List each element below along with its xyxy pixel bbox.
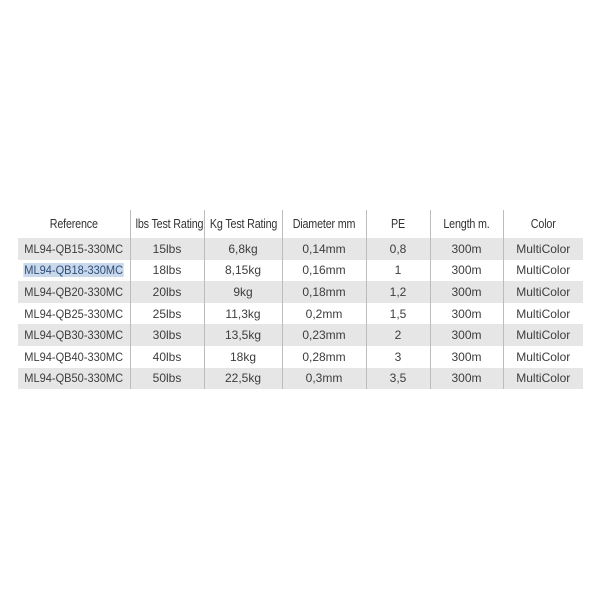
cell-length: 300m <box>430 303 503 325</box>
cell-length: 300m <box>430 281 503 303</box>
header-length: Length m. <box>435 210 498 238</box>
cell-kg-test-rating: 6,8kg <box>204 238 282 260</box>
cell-length: 300m <box>430 260 503 282</box>
cell-reference <box>18 260 130 282</box>
cell-reference <box>18 324 130 346</box>
cell-color: MultiColor <box>503 303 583 325</box>
cell-kg-test-rating: 8,15kg <box>204 260 282 282</box>
cell-lbs-test-rating: 25lbs <box>130 303 204 325</box>
cell-reference <box>18 303 130 325</box>
cell-pe: 2 <box>366 324 430 346</box>
cell-diameter: 0,18mm <box>282 281 366 303</box>
cell-reference <box>18 368 130 390</box>
reference-text[interactable]: ML94-QB40-330MC <box>24 349 124 364</box>
table-row <box>18 324 583 346</box>
cell-diameter: 0,2mm <box>282 303 366 325</box>
table-row <box>18 281 583 303</box>
header-kg-test-rating: Kg Test Rating <box>209 210 276 238</box>
cell-color: MultiColor <box>503 260 583 282</box>
cell-color: MultiColor <box>503 368 583 390</box>
reference-text[interactable]: ML94-QB25-330MC <box>24 306 124 321</box>
cell-diameter: 0,16mm <box>282 260 366 282</box>
header-pe: PE <box>370 210 425 238</box>
cell-lbs-test-rating: 20lbs <box>130 281 204 303</box>
header-lbs-test-rating: lbs Test Rating <box>135 210 199 238</box>
cell-kg-test-rating: 18kg <box>204 346 282 368</box>
table-header-row <box>18 210 583 238</box>
table-body <box>18 238 583 389</box>
reference-text[interactable]: ML94-QB15-330MC <box>24 241 124 256</box>
cell-pe: 1 <box>366 260 430 282</box>
cell-lbs-test-rating: 30lbs <box>130 324 204 346</box>
cell-lbs-test-rating: 40lbs <box>130 346 204 368</box>
cell-lbs-test-rating: 15lbs <box>130 238 204 260</box>
cell-lbs-test-rating: 18lbs <box>130 260 204 282</box>
cell-color: MultiColor <box>503 281 583 303</box>
cell-kg-test-rating: 13,5kg <box>204 324 282 346</box>
reference-text[interactable]: ML94-QB18-330MC <box>24 263 124 278</box>
header-color: Color <box>509 210 578 238</box>
cell-length: 300m <box>430 238 503 260</box>
cell-reference <box>18 346 130 368</box>
table-row <box>18 238 583 260</box>
cell-lbs-test-rating: 50lbs <box>130 368 204 390</box>
cell-kg-test-rating: 9kg <box>204 281 282 303</box>
table-row <box>18 260 583 282</box>
cell-pe: 1,5 <box>366 303 430 325</box>
reference-text[interactable]: ML94-QB20-330MC <box>24 284 124 299</box>
cell-diameter: 0,23mm <box>282 324 366 346</box>
cell-pe: 0,8 <box>366 238 430 260</box>
reference-text[interactable]: ML94-QB50-330MC <box>24 371 124 386</box>
cell-reference <box>18 281 130 303</box>
cell-kg-test-rating: 22,5kg <box>204 368 282 390</box>
cell-length: 300m <box>430 368 503 390</box>
cell-diameter: 0,3mm <box>282 368 366 390</box>
specification-table <box>18 210 583 389</box>
reference-text[interactable]: ML94-QB30-330MC <box>24 328 124 343</box>
table-row <box>18 346 583 368</box>
cell-color: MultiColor <box>503 346 583 368</box>
cell-kg-test-rating: 11,3kg <box>204 303 282 325</box>
table-row <box>18 303 583 325</box>
header-reference: Reference <box>49 217 98 231</box>
header-diameter: Diameter mm <box>288 210 360 238</box>
cell-color: MultiColor <box>503 238 583 260</box>
cell-pe: 3,5 <box>366 368 430 390</box>
cell-pe: 3 <box>366 346 430 368</box>
cell-pe: 1,2 <box>366 281 430 303</box>
cell-color: MultiColor <box>503 324 583 346</box>
table-row <box>18 368 583 390</box>
cell-diameter: 0,14mm <box>282 238 366 260</box>
cell-reference <box>18 238 130 260</box>
cell-length: 300m <box>430 324 503 346</box>
cell-length: 300m <box>430 346 503 368</box>
cell-diameter: 0,28mm <box>282 346 366 368</box>
